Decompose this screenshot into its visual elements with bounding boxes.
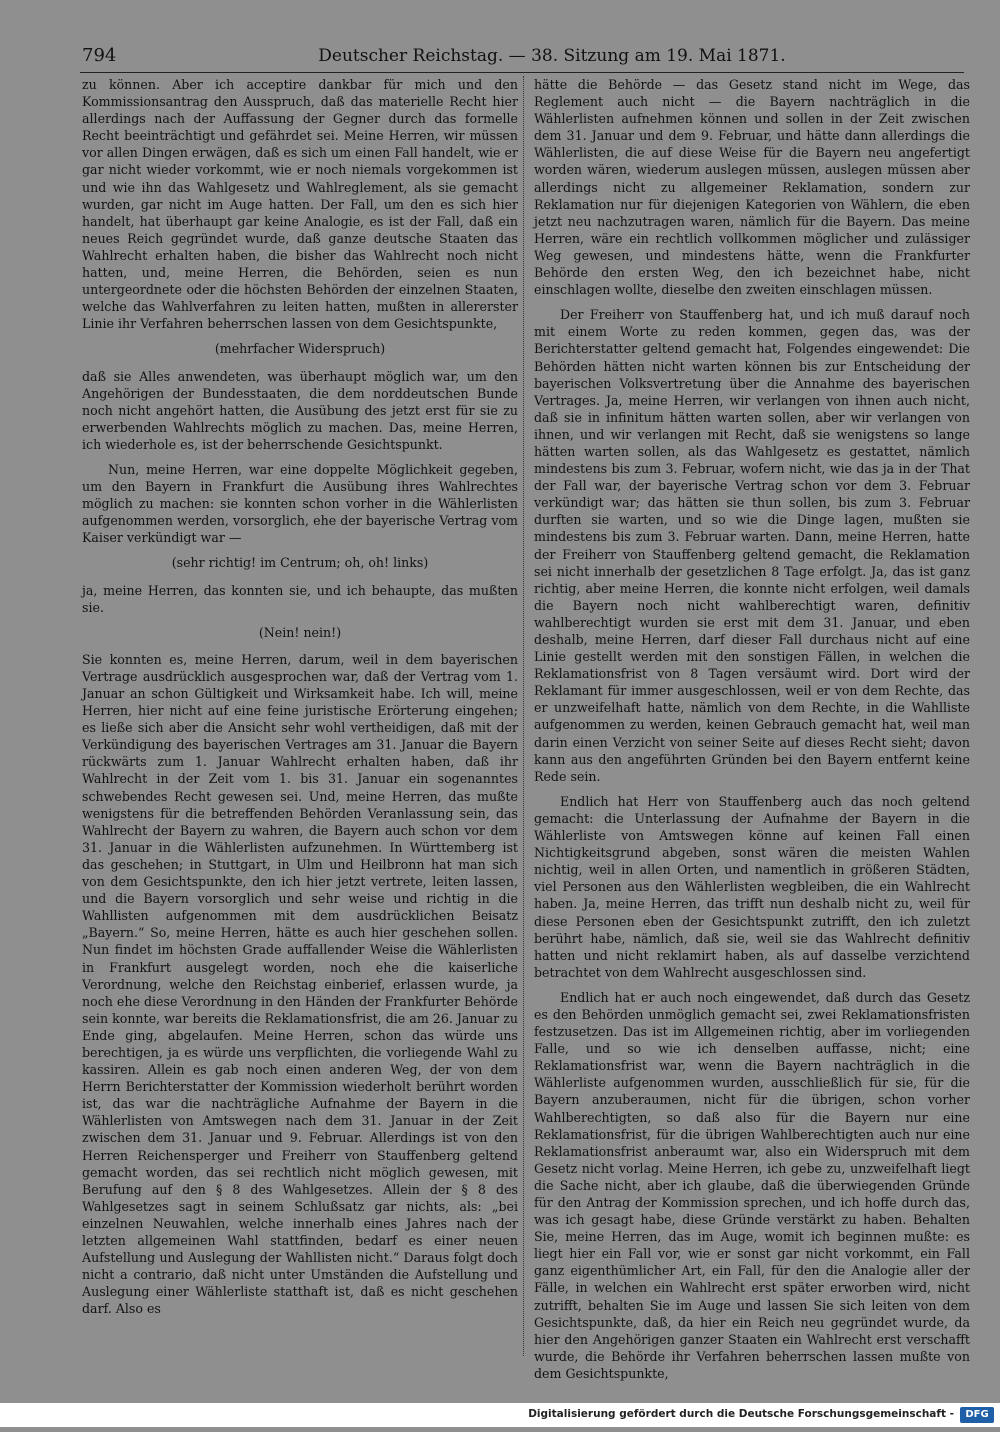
paragraph: daß sie Alles anwendeten, was überhaupt möglich war, um den Angehörigen der Bundesstaaten, die dem norddeutschen Bunde noch nicht angehört hatten, die Ausübung des jetzt erst für sie zu erwerbenden Wahlrechts möglich zu machen. Das, meine Herren, ich wiederhole es, ist der beherrschende Gesichtspunkt.: [82, 368, 518, 452]
paragraph: Nun, meine Herren, war eine doppelte Möglichkeit gegeben, um den Bayern in Frankfurt die Ausübung ihres Wahlrechtes möglich zu machen: sie konnten schon vorher in die Wählerlisten aufgenommen werden, vorsorglich, ehe der bayerische Vertrag vom Kaiser verkündigt war —: [82, 461, 518, 546]
interjection: (Nein! nein!): [258, 624, 342, 640]
page-header: [82, 42, 962, 70]
header-rule: [80, 72, 964, 73]
right-column: [534, 76, 970, 1381]
dfg-logo: DFG: [960, 1407, 994, 1423]
paragraph: ja, meine Herren, das konnten sie, und ich behaupte, das mußten sie.: [82, 582, 518, 615]
left-column: [82, 76, 518, 1356]
running-title: Deutscher Reichstag. — 38. Sitzung am 19. Mai 1871.: [318, 46, 786, 66]
page-number: 794: [82, 45, 117, 66]
paragraph: Endlich hat er auch noch eingewendet, daß durch das Gesetz es den Behörden unmöglich gemacht sei, zwei Reklamationsfristen festzusetzen. Das ist im Allgemeinen richtig, aber im vorliegenden Falle, und so wie ich denselben auffasse, nicht; eine Reklamationsfrist war, wenn die Bayern nachträglich in die Wählerliste aufgenommen wurden, ausschließlich für sie, für die Bayern anzuberaumen, nicht für die übrigen, schon vorher Wahlberechtigten, so daß also für die Bayern nur eine Reklamationsfrist, für die übrigen Wahlberechtigten auch nur eine Reklamationsfrist anberaumt war, also ein Widerspruch mit dem Gesetz nicht vorlag. Meine Herren, ich gebe zu, unzweifelhaft liegt die Sache nicht, aber ich glaube, daß die überwiegenden Gründe für den Antrag der Kommission sprechen, und ich hoffe durch das, was ich gesagt habe, diese Gründe verstärkt zu haben. Behalten Sie, meine Herren, das im Auge, womit ich beginnen mußte: es liegt hier ein Fall vor, wie er sonst gar nicht vorkommt, ein Fall ganz eigenthümlicher Art, ein Fall, für den die Analogie aller der Fälle, in welchen ein Wahlrecht erst später erworben wird, nicht zutrifft, behalten Sie im Auge und lassen Sie sich leiten von dem Gesichtspunkte, daß, da hier ein Reich neu gegründet wurde, da hier den Angehörigen ganzer Staaten ein Wahlrecht erst verschafft wurde, die Behörde ihr Verfahren beherrschen lassen mußte von dem Gesichtspunkte,: [534, 989, 970, 1381]
column-divider: [523, 76, 525, 1356]
interjection: (mehrfacher Widerspruch): [214, 341, 386, 357]
paragraph: zu können. Aber ich acceptire dankbar für mich und den Kommissionsantrag den Ausspruch, daß das materielle Recht hier allerdings nach der Auffassung der Gegner durch das formelle Recht beeinträchtigt und gefährdet sei. Meine Herren, wir müssen vor allen Dingen erwägen, daß es sich um einen Fall handelt, wie er gar nicht wieder vorkommt, wie er noch niemals vorgekommen ist und wie ihn das Wahlgesetz und Wahlreglement, als sie gemacht wurden, gar nicht im Auge hatten. Der Fall, um den es sich hier handelt, hat überhaupt gar keine Analogie, es ist der Fall, daß ein neues Reich gegründet wurde, daß ganze deutsche Staaten das Wahlrecht erhalten haben, die bisher das Wahlrecht noch nicht hatten, und, meine Herren, die Behörden, seien es nun untergeordnete oder die höchsten Behörden der einzelnen Staaten, welche das Wahlverfahren zu leiten hatten, mußten in allererster Linie ihr Verfahren beherrschen lassen von dem Gesichtspunkte,: [82, 77, 518, 332]
paragraph: Sie konnten es, meine Herren, darum, weil in dem bayerischen Vertrage ausdrücklich ausgesprochen war, daß der Vertrag vom 1. Januar an schon Gültigkeit und Wirksamkeit habe. Ich will, meine Herren, hier nicht auf eine feine juristische Erörterung eingehen; es ließe sich aber die Ansicht sehr wohl vertheidigen, daß mit der Verkündigung des bayerischen Vertrages am 31. Januar die Bayern rückwärts zum 1. Januar Wahlrecht erhalten haben, daß ihr Wahlrecht in der Zeit vom 1. bis 31. Januar ein sogenanntes schwebendes Recht gewesen sei. Und, meine Herren, das mußte wenigstens für die betreffenden Behörden Veranlassung sein, das Wahlrecht der Bayern zu wahren, die Bayern auch schon vor dem 31. Januar in die Wählerlisten aufzunehmen. In Württemberg ist das geschehen; in Stuttgart, in Ulm und Heilbronn hat man sich von dem Gesichtspunkte, den ich hier jetzt vertrete, leiten lassen, und die Bayern vorsorglich und sehr weise und richtig in die Wahllisten aufgenommen mit dem ausdrücklichen Beisatz „Bayern.“ So, meine Herren, hätte es auch hier geschehen sollen. Nun findet im höchsten Grade auffallender Weise die Wählerlisten in Frankfurt ausgelegt worden, noch ehe die kaiserliche Verordnung, welche den Reichstag einberief, erlassen wurde, ja noch ehe diese Verordnung in den Händen der Frankfurter Behörde sein konnte, war bereits die Reklamationsfrist, die am 26. Januar zu Ende ging, abgelaufen. Meine Herren, schon das würde uns berechtigen, ja es würde uns verpflichten, die vorliegende Wahl zu kassiren. Allein es gab noch einen anderen Weg, der von dem Herrn Berichterstatter der Kommission wiederholt berührt worden ist, das war die nachträgliche Aufnahme der Bayern in die Wählerlisten von Amtswegen nach dem 31. Januar in der Zeit zwischen dem 31. Januar und 9. Februar. Allerdings ist von den Herren Reichensperger und Freiherr von Stauffenberg geltend gemacht worden, das sei rechtlich nicht möglich gewesen, mit Berufung auf den § 8 des Wahlgesetzes. Allein der § 8 des Wahlgesetzes sagt in seinem Schlußsatz gar nichts, als: „bei einzelnen Neuwahlen, welche innerhalb eines Jahres nach der letzten allgemeinen Wahl stattfinden, bedarf es einer neuen Aufstellung und Auslegung der Wahllisten nicht.“ Daraus folgt doch nicht a contrario, daß nicht unter Umständen die Aufstellung und Auslegung einer Wählerliste statthaft ist, daß es nicht geschehen darf. Also es: [82, 651, 518, 1317]
paragraph: hätte die Behörde — das Gesetz stand nicht im Wege, das Reglement auch nicht — die Bayern nachträglich in die Wählerlisten aufnehmen können und sollen in der Zeit zwischen dem 31. Januar und dem 9. Februar, und hätte dann allerdings die Wählerlisten, die auf diese Weise für die Bayern neu angefertigt worden wären, wiederum auslegen müssen, auslegen müssen aber allerdings nicht zu allgemeiner Reklamation, sondern zur Reklamation nur für diejenigen Kategorien von Wählern, die eben jetzt neu nachzutragen waren, nämlich für die Bayern. Das meine Herren, wäre ein rechtlich vollkommen möglicher und zulässiger Weg gewesen, und mindestens hätte, wenn die Frankfurter Behörde den ersten Weg, den ich bezeichnet habe, nicht einschlagen wollte, dieselbe den zweiten einschlagen müssen.: [534, 77, 970, 298]
funding-credit: Digitalisierung gefördert durch die Deutsche Forschungsgemeinschaft -: [528, 1408, 954, 1420]
footer-bar: [0, 1403, 1000, 1427]
interjection: (sehr richtig! im Centrum; oh, oh! links): [171, 555, 429, 571]
paragraph: Der Freiherr von Stauffenberg hat, und ich muß darauf noch mit einem Worte zu reden kommen, gegen das, was der Berichterstatter geltend gemacht hat, Folgendes eingewendet: Die Behörden hätten nicht warten können bis zur Entscheidung der bayerischen Volksvertretung über die Annahme des bayerischen Vertrages. Ja, meine Herren, wir verlangen von ihnen auch nicht, daß sie in infinitum hätten warten sollen, aber wir verlangen von ihnen, und wir verlangen mit Recht, daß sie wenigstens so lange hätten warten sollen, als das Wahlgesetz es gestattet, nämlich mindestens bis zum 3. Februar, wofern nicht, wie das ja in der That der Fall war, der bayerische Vertrag schon vor dem 3. Februar verkündigt war; das hätten sie thun sollen, bis zum 3. Februar durften sie warten, und so wie die Dinge lagen, mußten sie mindestens bis zum 3. Februar warten. Dann, meine Herren, hatte der Freiherr von Stauffenberg geltend gemacht, die Reklamation sei nicht innerhalb der gesetzlichen 8 Tage erfolgt. Ja, das ist ganz richtig, aber meine Herren, die konnte nicht erfolgen, weil damals die Bayern noch nicht wahlberechtigt waren, definitiv wahlberechtigt wurden sie erst mit dem 31. Januar, und eben deshalb, meine Herren, darf dieser Fall durchaus nicht auf eine Linie gestellt werden mit den sonstigen Fällen, in welchen die Reklamationsfrist von 8 Tagen versäumt wird. Dort wird der Reklamant für immer ausgeschlossen, weil er von dem Rechte, das er unzweifelhaft hatte, nämlich von dem Rechte, in die Wahlliste aufgenommen zu werden, keinen Gebrauch gemacht hat, weil man darin einen Verzicht von seiner Seite auf dieses Recht sieht; davon kann aus den angeführten Gründen bei den Bayern entfernt keine Rede sein.: [534, 307, 970, 784]
paragraph: Endlich hat Herr von Stauffenberg auch das noch geltend gemacht: die Unterlassung der Aufnahme der Bayern in die Wählerliste von Amtswegen könne auf keinen Fall einen Nichtigkeitsgrund abgeben, sonst wären die meisten Wahlen nichtig, weil in allen Orten, und namentlich in größeren Städten, viel Personen aus den Wählerlisten wegbleiben, die ein Wahlrecht haben. Ja, meine Herren, das trifft nun deshalb nicht zu, weil für diese Personen eben der Gesichtspunkt zutrifft, den ich zuletzt berührt habe, nämlich, daß sie, weil sie das Wahlrecht definitiv hatten und nicht reklamirt haben, als auf dasselbe verzichtend betrachtet von dem Wahlrecht ausgeschlossen sind.: [534, 793, 970, 980]
